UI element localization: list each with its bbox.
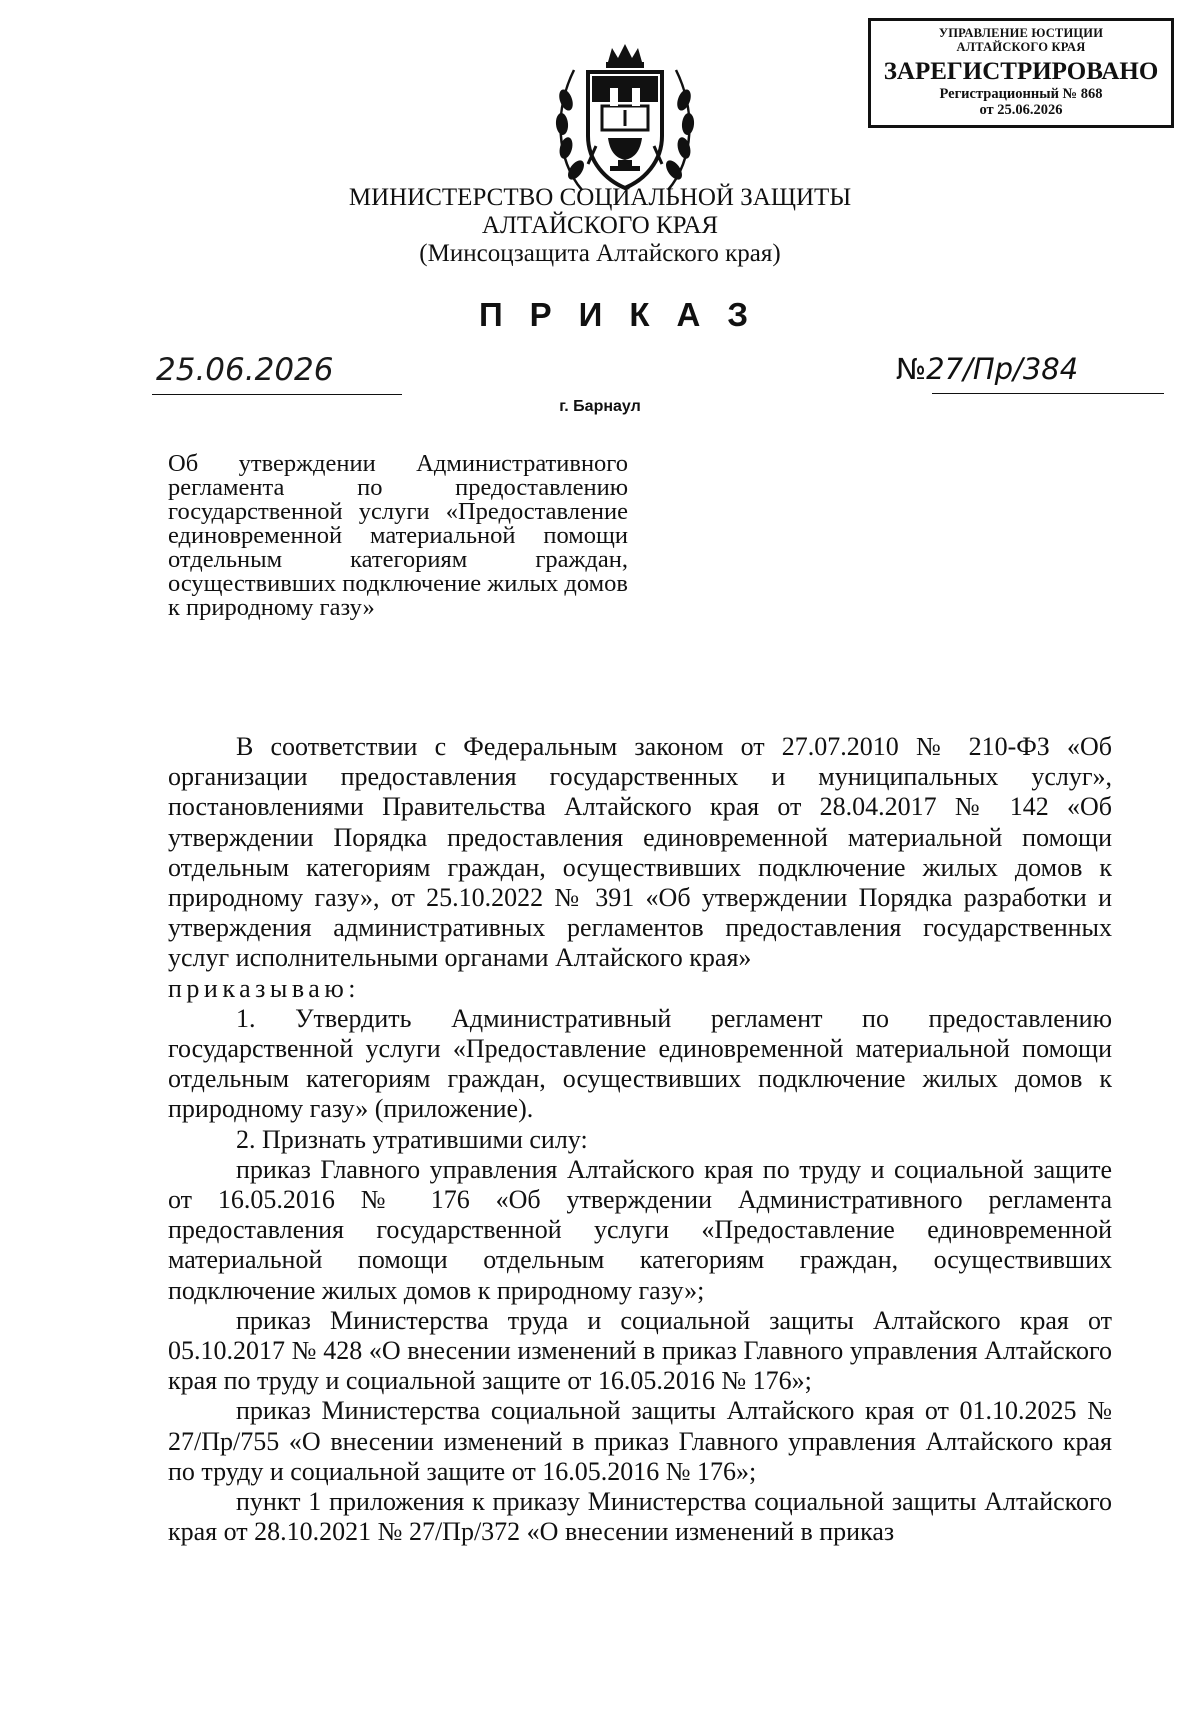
body-item-2: 2. Признать утратившими силу: [236, 1124, 588, 1154]
city: г. Барнаул [559, 398, 641, 415]
body-item-2b: приказ Министерства труда и социальной защиты Алтайского края от 05.10.2017 № 428 «О внесении изменений в приказ Главного управления Алтайского края по труду и социальной защите от 16.05.2016 № 176»; [168, 1305, 1112, 1396]
body-item-2d: пункт 1 приложения к приказу Министерства социальной защиты Алтайского края от 28.10.2021 № 27/Пр/372 «О внесении изменений в приказ [168, 1487, 1112, 1547]
registration-stamp [868, 18, 1174, 128]
body-order-word: приказываю: [168, 973, 360, 1003]
document-type-heading: ПРИКАЗ [478, 296, 776, 333]
coat-of-arms-icon [552, 40, 698, 200]
body-intro: В соответствии с Федеральным законом от 27.07.2010 № 210-ФЗ «Об организации предоставления государственных и муниципальных услуг», постановлениями Правительства Алтайского края от 28.04.2017 № 142 «Об утверждении Порядка предоставления единовременной материальной помощи отдельным категориям граждан, осуществивших подключение жилых домов к природному газу», от 25.10.2022 № 391 «Об утверждении Порядка разработки и утверждения административных регламентов предоставления государственных услуг исполнительными органами Алтайского края» [168, 732, 1112, 973]
order-number [896, 352, 1078, 386]
body-item-1: 1. Утвердить Административный регламент по предоставлению государственной услуги «Предоставление единовременной материальной помощи отдельным категориям граждан, осуществивших подключение жилых домов к природному газу» (приложение). [168, 1003, 1112, 1124]
date-underline [152, 394, 402, 395]
number-handwritten: 27/Пр/384 [926, 352, 1079, 386]
stamp-reg-date: от 25.06.2026 [979, 101, 1063, 118]
body-item-2a: приказ Главного управления Алтайского края по труду и социальной защите от 16.05.2016 № 176 «Об утверждении Административного регламента предоставления государственной услуги «Предоставление единовременной материальной помощи отдельным категориям граждан, осуществивших подключение жилых домов к природному газу»; [168, 1154, 1112, 1305]
ministry-line2: АЛТАЙСКОГО КРАЯ [481, 212, 719, 239]
ministry-line1: МИНИСТЕРСТВО СОЦИАЛЬНОЙ ЗАЩИТЫ [348, 184, 852, 211]
ministry-short: (Минсоцзащита Алтайского края) [419, 240, 781, 267]
order-date: 25.06.2026 [156, 352, 334, 388]
stamp-status: ЗАРЕГИСТРИРОВАНО [883, 57, 1159, 85]
stamp-org-line2: АЛТАЙСКОГО КРАЯ [956, 39, 1086, 54]
number-prefix: № [896, 352, 927, 386]
order-subject: Об утверждении Административного регламента по предоставлению государственной услуги «Предоставление единовременной материальной помощи отдельным категориям граждан, осуществивших подключение жилых домов к природному газу» [168, 450, 628, 621]
ministry-name [0, 184, 1200, 268]
body-item-2c: приказ Министерства социальной защиты Алтайского края от 01.10.2025 № 27/Пр/755 «О внесении изменений в приказ Главного управления Алтайского края по труду и социальной защите от 16.05.2016 № 176»; [168, 1396, 1112, 1486]
number-underline [932, 393, 1164, 394]
order-body [168, 732, 1112, 1547]
stamp-org-line1: УПРАВЛЕНИЕ ЮСТИЦИИ [938, 26, 1104, 40]
stamp-reg-number: Регистрационный № 868 [939, 86, 1103, 102]
